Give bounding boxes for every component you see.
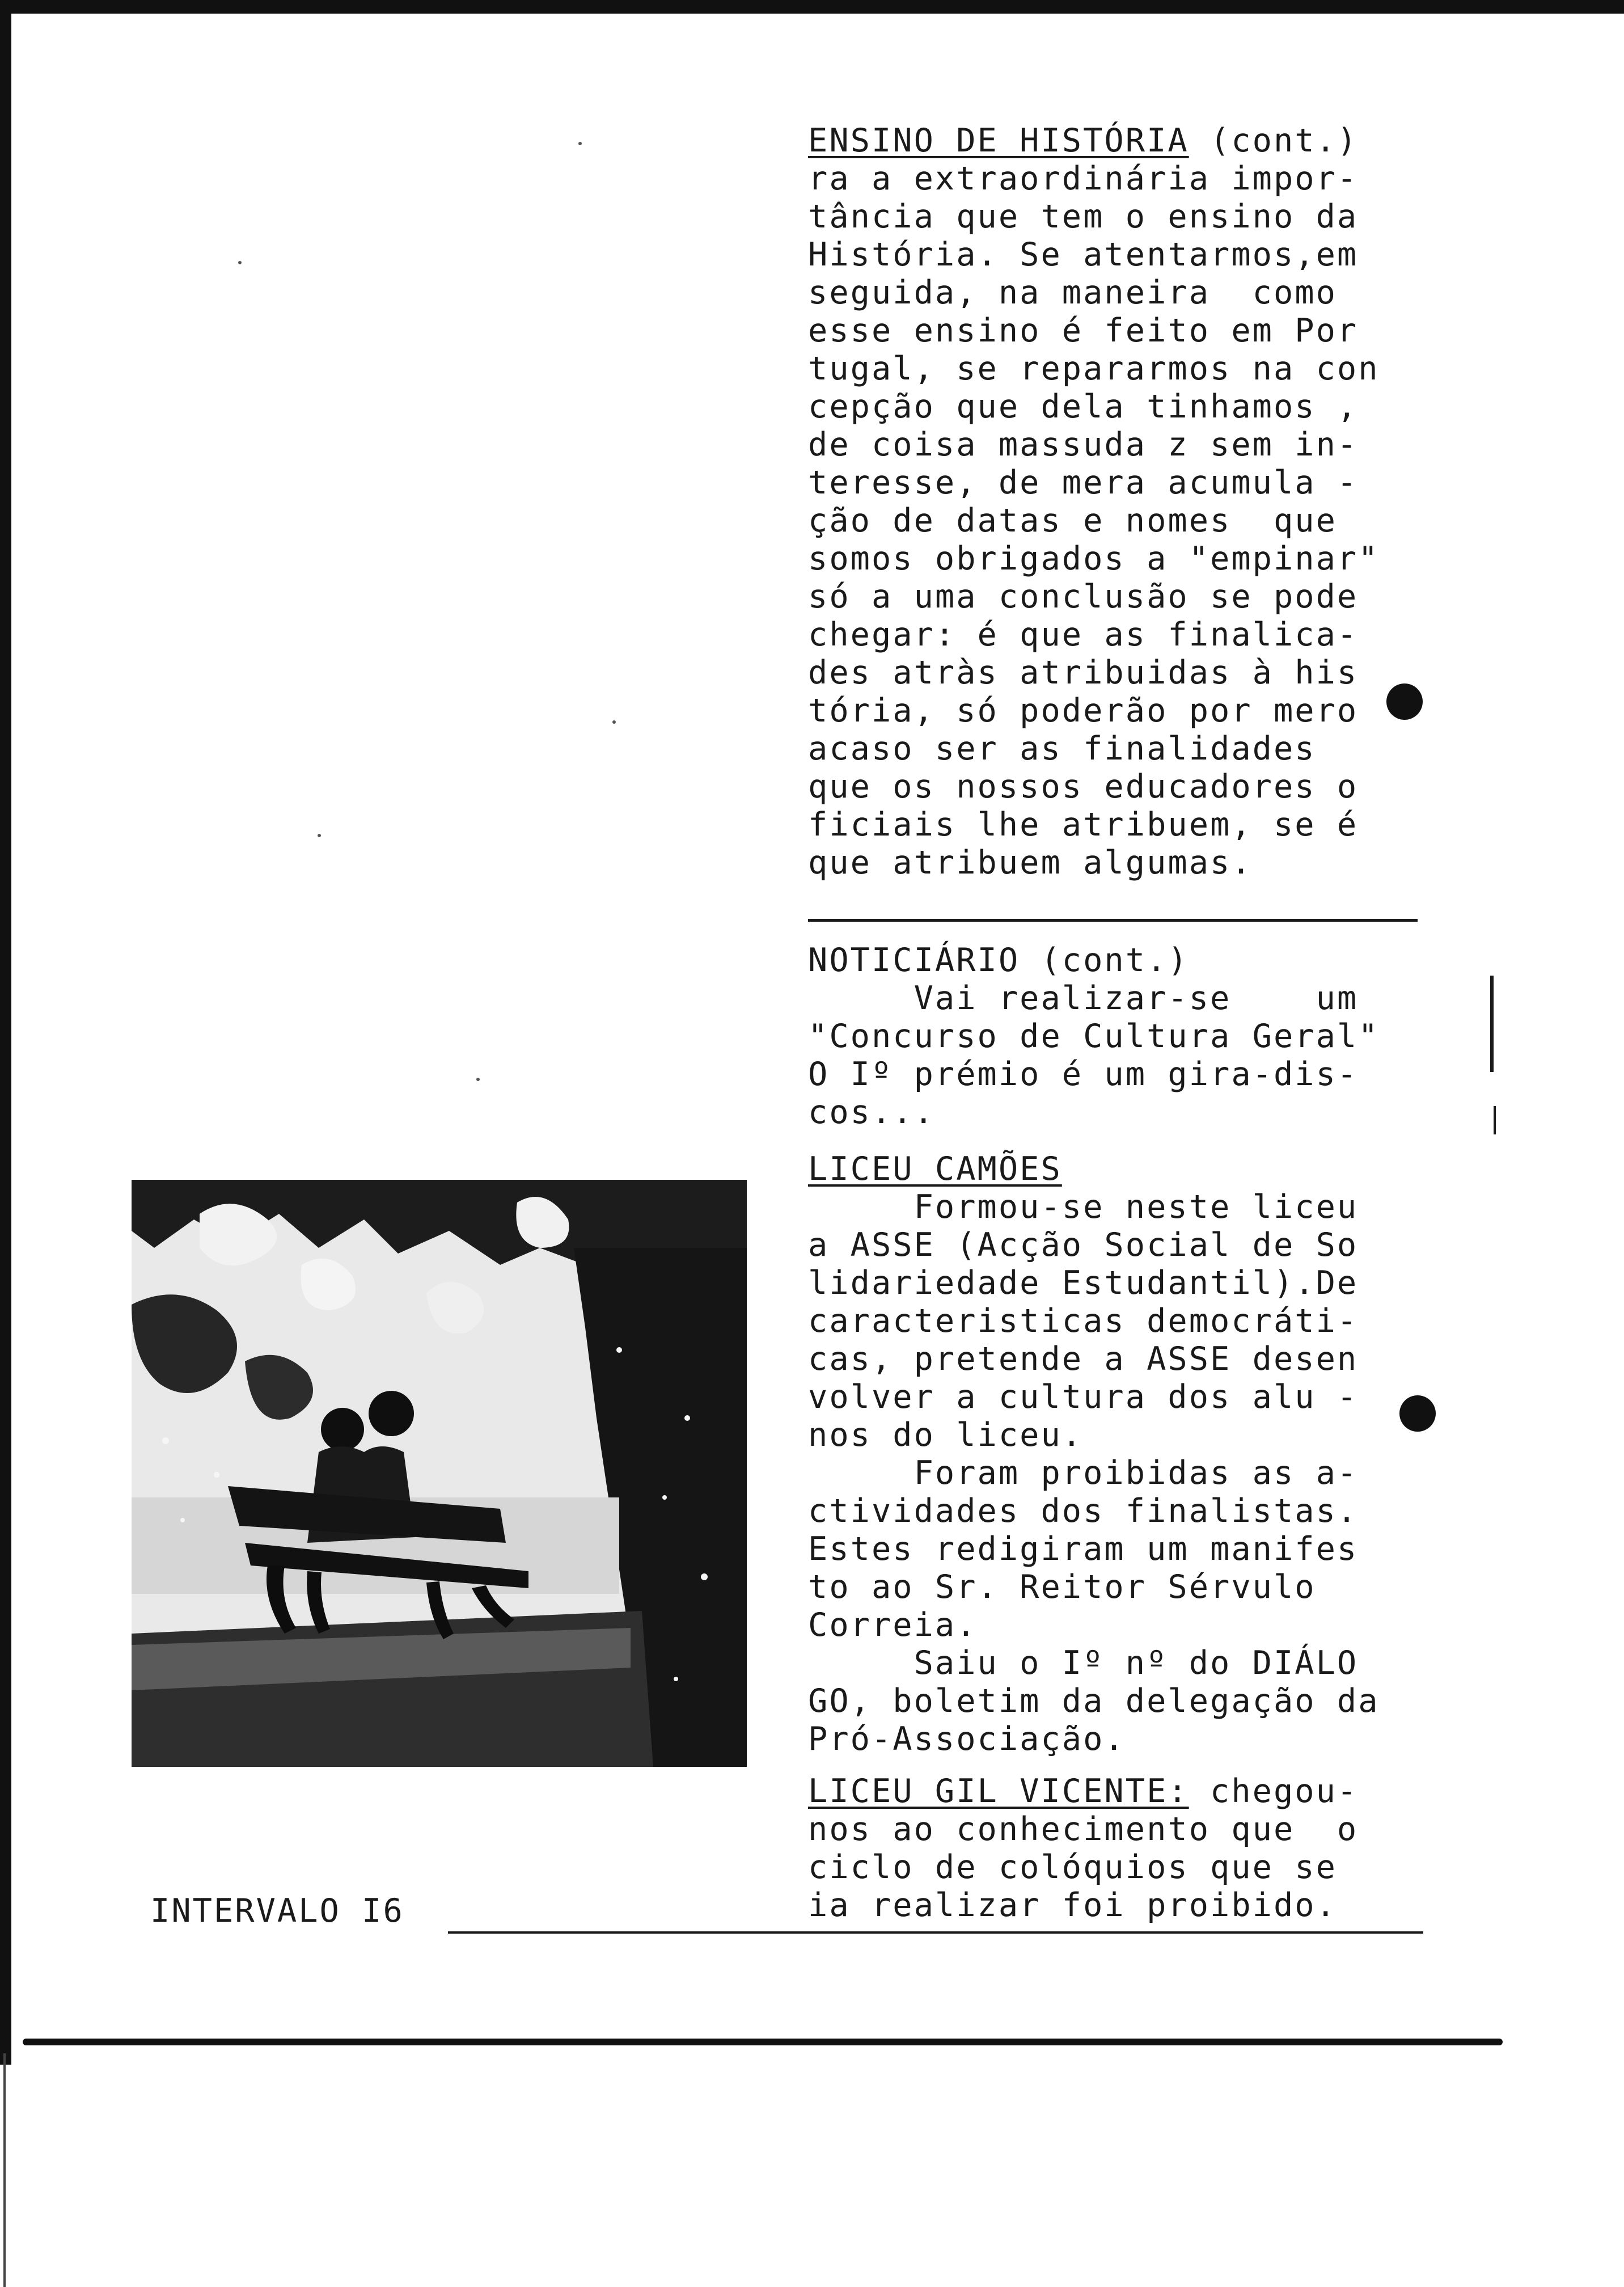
section-divider <box>808 919 1418 922</box>
page-footer-label: INTERVALO I6 <box>150 1892 404 1930</box>
text-line: lidariedade Estudantil).De <box>808 1264 1359 1302</box>
text-line: ctividades dos finalistas. <box>808 1492 1359 1530</box>
text-line: somos obrigados a "empinar" <box>808 540 1380 577</box>
page-border-bottom <box>23 2039 1503 2045</box>
article-ensino-historia <box>808 122 1420 882</box>
text-line: História. Se atentarmos,em <box>808 236 1359 273</box>
text-line: Pró-Associação. <box>808 1720 1126 1758</box>
text-line: Saiu o Iº nº do DIÁLO <box>808 1644 1359 1682</box>
text-line: seguida, na maneira como <box>808 274 1337 311</box>
text-line: acaso ser as finalidades <box>808 730 1316 767</box>
text-line: a ASSE (Acção Social de So <box>808 1226 1359 1264</box>
text-line: des atràs atribuidas à his <box>808 654 1359 691</box>
text-line: Formou-se neste liceu <box>808 1188 1359 1226</box>
text-line: caracteristicas democráti- <box>808 1302 1359 1340</box>
text-line: tugal, se repararmos na con <box>808 350 1380 387</box>
text-line: ia realizar foi proibido. <box>808 1887 1337 1924</box>
page-border-left-lower <box>3 2053 6 2287</box>
article-heading: LICEU CAMÕES <box>808 1150 1062 1188</box>
article-liceu-camoes <box>808 1150 1420 1758</box>
article-heading-line <box>808 1773 1420 1811</box>
text-line: nos do liceu. <box>808 1416 1084 1454</box>
article-heading-suffix: (cont.) <box>1189 122 1359 159</box>
text-line: Correia. <box>808 1606 978 1644</box>
text-line: ficiais lhe atribuem, se é <box>808 806 1359 843</box>
article-heading-line <box>808 1150 1420 1188</box>
text-line: GO, boletim da delegação da <box>808 1682 1380 1720</box>
article-liceu-gil-vicente <box>808 1773 1420 1925</box>
text-line: Foram proibidas as a- <box>808 1454 1359 1492</box>
text-line: volver a cultura dos alu - <box>808 1378 1359 1416</box>
article-heading: ENSINO DE HISTÓRIA <box>808 122 1189 159</box>
text-line: esse ensino é feito em Por <box>808 312 1359 349</box>
text-line: Estes redigiram um manifes <box>808 1530 1359 1568</box>
text-line: "Concurso de Cultura Geral" <box>808 1018 1380 1055</box>
text-line: cos... <box>808 1094 935 1131</box>
text-line: ção de datas e nomes que <box>808 502 1337 539</box>
text-line: cas, pretende a ASSE desen <box>808 1340 1359 1378</box>
text-line: nos ao conhecimento que o <box>808 1811 1359 1848</box>
speck <box>238 261 242 264</box>
speck <box>612 720 616 724</box>
text-line: só a uma conclusão se pode <box>808 578 1359 615</box>
text-line: que atribuem algumas. <box>808 844 1253 881</box>
speck <box>476 1078 480 1081</box>
speck <box>318 834 321 837</box>
text-line: tância que tem o ensino da <box>808 198 1359 235</box>
article-heading-rest: chegou- <box>1189 1773 1359 1810</box>
text-line: de coisa massuda z sem in- <box>808 426 1359 463</box>
text-line: Vai realizar-se um <box>808 980 1359 1017</box>
article-noticiario <box>808 942 1420 1132</box>
margin-mark <box>1490 976 1494 1072</box>
text-line: to ao Sr. Reitor Sérvulo <box>808 1568 1316 1606</box>
text-line: teresse, de mera acumula - <box>808 464 1359 501</box>
speck <box>578 142 582 145</box>
page-border-left <box>0 0 11 2065</box>
article-heading-line <box>808 122 1420 160</box>
punch-hole <box>1386 683 1423 720</box>
article-heading: NOTICIÁRIO (cont.) <box>808 942 1189 979</box>
text-line: que os nossos educadores o <box>808 768 1359 805</box>
text-line: cepção que dela tinhamos , <box>808 388 1359 425</box>
text-line: ra a extraordinária impor- <box>808 160 1359 197</box>
text-line: chegar: é que as finalica- <box>808 616 1359 653</box>
text-line: tória, só poderão por mero <box>808 692 1359 729</box>
punch-hole <box>1399 1395 1436 1432</box>
page-border-top <box>0 0 1624 14</box>
margin-mark <box>1494 1106 1496 1134</box>
park-bench-photo <box>132 1180 747 1767</box>
text-line: O Iº prémio é um gira-dis- <box>808 1056 1359 1093</box>
footer-rule <box>448 1931 1423 1934</box>
article-heading: LICEU GIL VICENTE: <box>808 1773 1189 1810</box>
text-line: ciclo de colóquios que se <box>808 1849 1337 1886</box>
